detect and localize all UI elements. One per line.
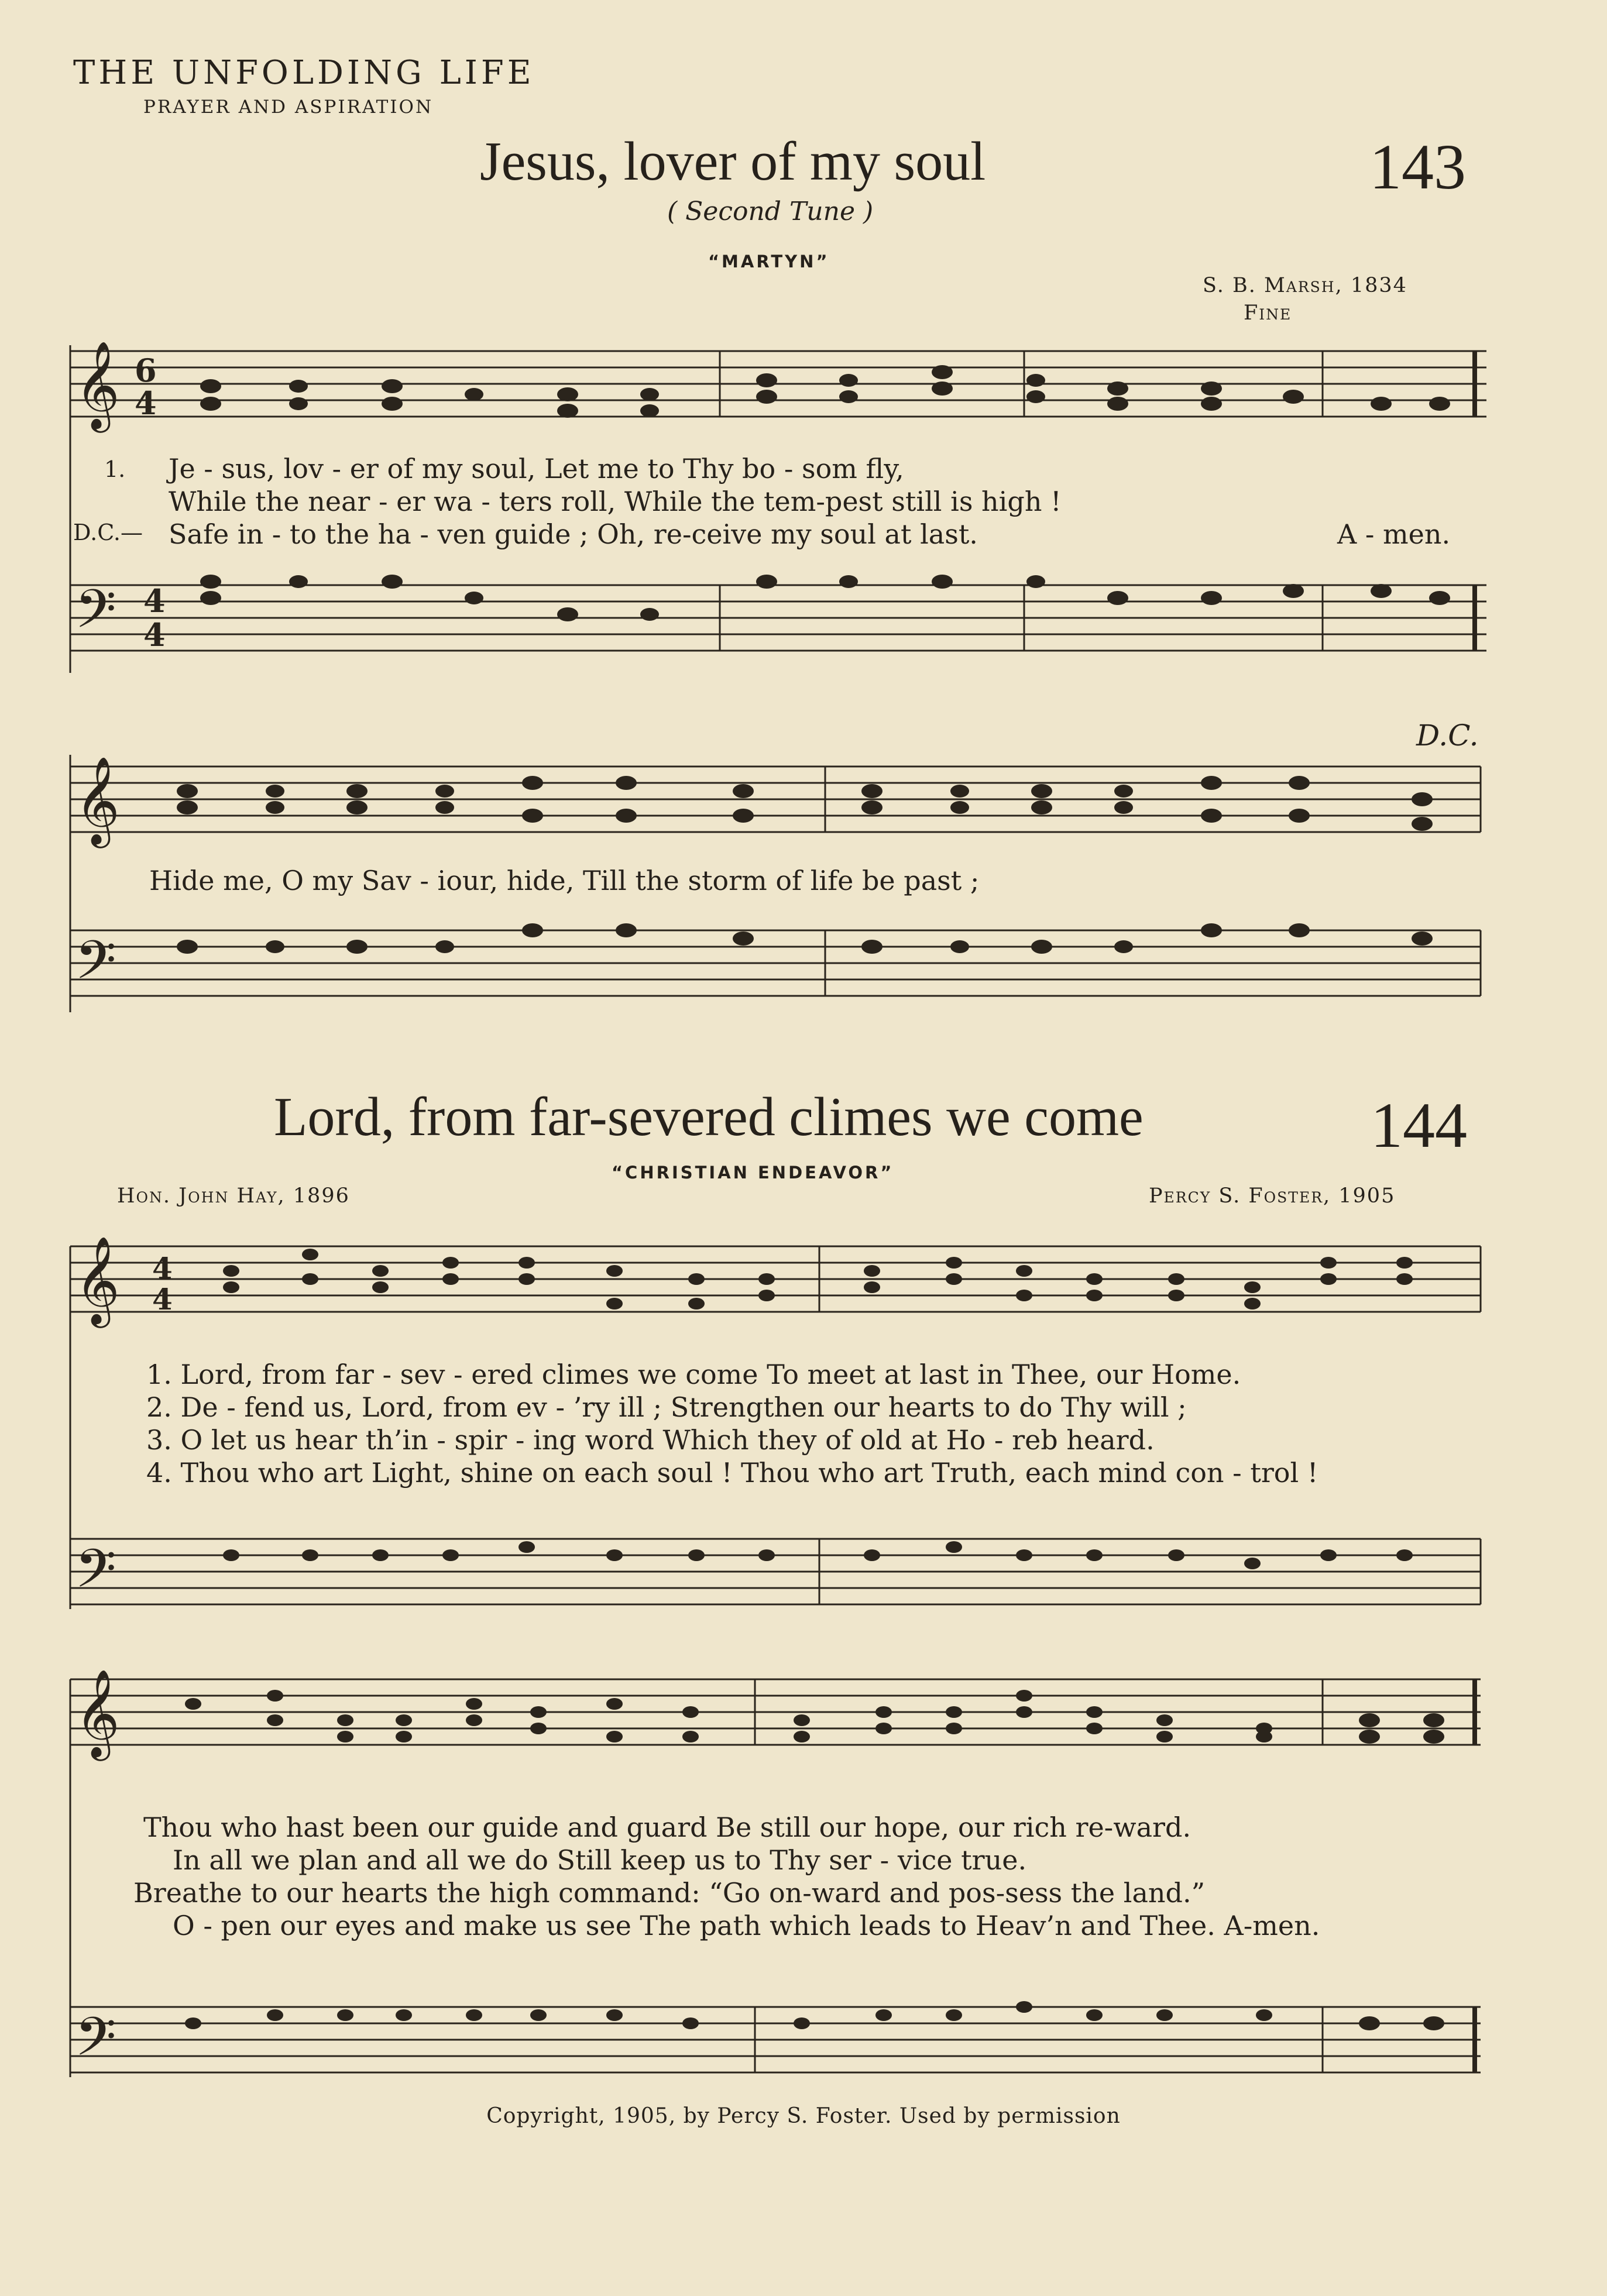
hymn-143-composer: S. B. Marsh, 1834 <box>1203 274 1407 297</box>
copyright-notice: Copyright, 1905, by Percy S. Foster. Used by permission <box>486 2104 1121 2128</box>
hymn-143-verse-label: 1. <box>104 456 126 482</box>
hymn-143-tune-name: “MARTYN” <box>708 252 830 271</box>
hymn-143-dc-label: D.C.— <box>73 520 143 545</box>
svg-text:𝄞: 𝄞 <box>75 340 120 429</box>
svg-text:4: 4 <box>152 1282 173 1317</box>
hymn-143-dc-mark: D.C. <box>1416 719 1479 752</box>
svg-text:𝄢: 𝄢 <box>75 1538 116 1613</box>
hymn-143-lyric-line-4: Hide me, O my Sav - iour, hide, Till the storm of life be past ; <box>149 865 980 896</box>
svg-text:4: 4 <box>152 1251 173 1286</box>
hymn-143-lyric-line-1: Je - sus, lov - er of my soul, Let me to Thy bo - som fly, <box>169 453 904 484</box>
hymn-143-lyric-line-2: While the near - er wa - ters roll, While the tem-pest still is high ! <box>169 486 1062 517</box>
hymn-144-number: 144 <box>1371 1089 1467 1161</box>
hymn-144-author: Hon. John Hay, 1896 <box>117 1184 350 1208</box>
hymn-144-title: Lord, from far-severed climes we come <box>274 1087 1144 1147</box>
hymn-143-fine: Fine <box>1244 301 1292 325</box>
running-head-title: THE UNFOLDING LIFE <box>73 54 535 92</box>
hymn-143-amen: A - men. <box>1337 518 1451 550</box>
hymn-144-verse-4a: 4. Thou who art Light, shine on each soul ! Thou who art Truth, each mind con - trol ! <box>146 1457 1318 1489</box>
hymn-143-title: Jesus, lover of my soul <box>480 131 986 192</box>
hymn-144-verse-1b: Thou who hast been our guide and guard Be still our hope, our rich re-ward. <box>143 1812 1191 1843</box>
hymn-143-tune-note: ( Second Tune ) <box>667 197 874 226</box>
hymn-144-verse-1a: 1. Lord, from far - sev - ered climes we come To meet at last in Thee, our Home. <box>146 1359 1241 1390</box>
svg-text:𝄞: 𝄞 <box>75 1668 120 1757</box>
svg-text:4: 4 <box>135 384 157 422</box>
hymn-144-verse-2a: 2. De - fend us, Lord, from ev - ’ry ill ; Strengthen our hearts to do Thy will ; <box>146 1391 1187 1423</box>
hymn-143-number: 143 <box>1369 131 1466 202</box>
hymn-143-lyric-line-3: Safe in - to the ha - ven guide ; Oh, re-ceive my soul at last. <box>169 518 978 550</box>
hymn-144-verse-3a: 3. O let us hear th’in - spir - ing word Which they of old at Ho - reb heard. <box>146 1424 1155 1456</box>
svg-text:𝄢: 𝄢 <box>75 2006 116 2081</box>
svg-text:4: 4 <box>143 616 166 654</box>
svg-text:𝄢: 𝄢 <box>75 929 116 1004</box>
svg-text:𝄢: 𝄢 <box>75 578 116 653</box>
hymn-144-tune-name: “CHRISTIAN ENDEAVOR” <box>612 1163 894 1183</box>
svg-text:𝄞: 𝄞 <box>75 1235 120 1324</box>
hymn-144-verse-4b: O - pen our eyes and make us see The path which leads to Heav’n and Thee. A-men. <box>173 1910 1320 1941</box>
running-head-section: PRAYER AND ASPIRATION <box>143 97 434 118</box>
svg-text:𝄞: 𝄞 <box>75 755 120 844</box>
hymn-144-verse-3b: Breathe to our hearts the high command: “Go on-ward and pos-sess the land.” <box>133 1877 1206 1909</box>
svg-text:6: 6 <box>135 352 157 389</box>
hymn-144-verse-2b: In all we plan and all we do Still keep us to Thy ser - vice true. <box>173 1844 1027 1876</box>
hymn-144-composer: Percy S. Foster, 1905 <box>1149 1184 1396 1208</box>
svg-text:4: 4 <box>143 582 166 620</box>
